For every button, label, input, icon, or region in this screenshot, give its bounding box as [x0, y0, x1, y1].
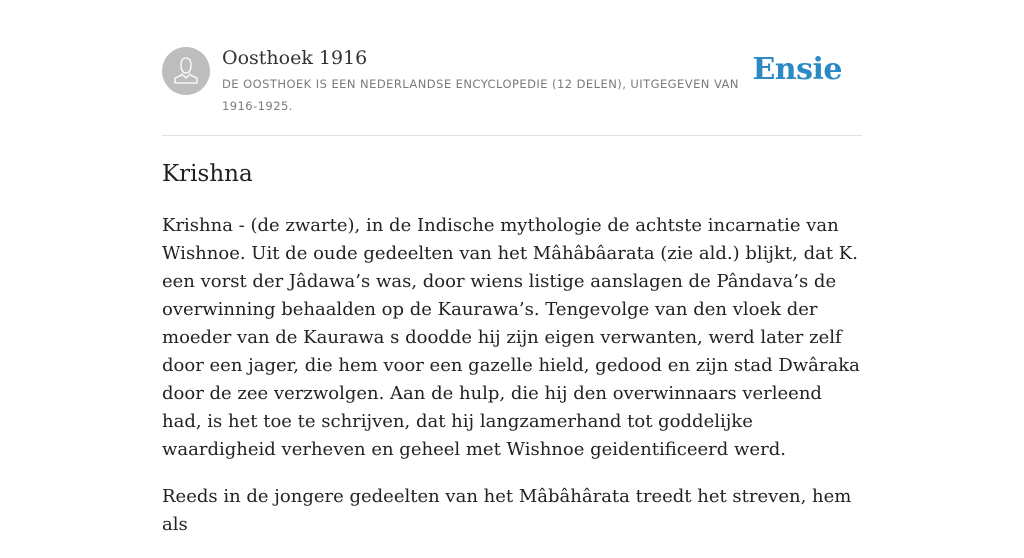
source-title[interactable]: Oosthoek 1916	[222, 47, 368, 69]
article-paragraph: Krishna - (de zwarte), in de Indische mythologie de achtste incarnatie van Wishnoe. Uit de oude gedeelten van het Mâhâbâarata (zie ald.) blijkt, dat K. een vorst der Jâdawa’s was, door wiens listige aanslagen de Pândava’s de overwinning behaalden op de Kaurawa’s. Tengevolge van den vloek der moeder van de Kaurawa s doodde hij zijn eigen verwanten, werd later zelf door een jager, die hem voor een gazelle hield, gedood en zijn stad Dwâraka door de zee verzwolgen. Aan de hulp, die hij den overwinnaars verleend had, is het toe te schrijven, dat hij langzamerhand tot goddelijke waardigheid verheven en geheel met Wishnoe geidentificeerd werd.	[162, 215, 860, 460]
user-icon	[162, 47, 210, 95]
article-paragraph: Reeds in de jongere gedeelten van het Mâbâhârata treedt het streven, hem als	[162, 486, 852, 535]
source-description: DE OOSTHOEK IS EEN NEDERLANDSE ENCYCLOPEDIE (12 DELEN), UITGEGEVEN VAN 1916-1925.	[222, 77, 739, 113]
source-header	[162, 46, 862, 136]
ensie-logo-link[interactable]: Ensie	[752, 52, 842, 87]
header-divider	[162, 135, 862, 136]
article-body	[162, 212, 862, 558]
source-avatar[interactable]	[162, 47, 210, 95]
article-title: Krishna	[162, 161, 253, 187]
